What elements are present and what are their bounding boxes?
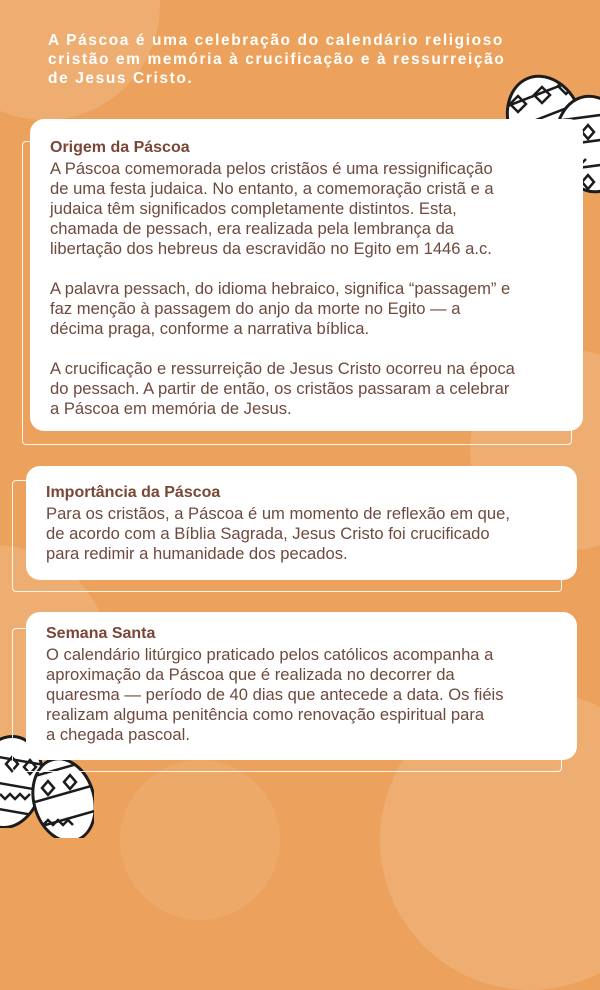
text-line: de uma festa judaica. No entanto, a comemoração cristã e a [50, 179, 494, 198]
text-line: O calendário litúrgico praticado pelos católicos acompanha a [46, 645, 494, 664]
text-line: do pessach. A partir de então, os cristãos passaram a celebrar [50, 379, 510, 398]
intro-line: cristão em memória à crucificação e à ressurreição [48, 51, 506, 68]
section-title: Origem da Páscoa [50, 139, 190, 156]
text-line: aproximação da Páscoa que é realizada no decorrer da [46, 665, 455, 684]
text-line: para redimir a humanidade dos pecados. [46, 544, 348, 563]
section-title: Semana Santa [46, 625, 156, 642]
section-card-semana-santa [26, 612, 577, 760]
section-paragraph [50, 359, 569, 419]
section-paragraph [46, 504, 563, 564]
text-line: de acordo com a Bíblia Sagrada, Jesus Cristo foi crucificado [46, 524, 490, 543]
section-title: Importância da Páscoa [46, 484, 221, 501]
text-line: A Páscoa comemorada pelos cristãos é uma ressignificação [50, 159, 493, 178]
text-line: a Páscoa em memória de Jesus. [50, 399, 292, 418]
section-paragraph [50, 279, 569, 339]
text-line: Para os cristãos, a Páscoa é um momento de reflexão em que, [46, 504, 510, 523]
text-line: faz menção à passagem do anjo da morte no Egito — a [50, 299, 461, 318]
section-card-importancia [26, 466, 577, 580]
text-line: chamada de pessach, era realizada pela lembrança da [50, 219, 455, 238]
text-line: realizam alguma penitência como renovação espiritual para [46, 705, 485, 724]
section-paragraph [46, 645, 563, 745]
text-line: A palavra pessach, do idioma hebraico, significa “passagem” e [50, 279, 511, 298]
intro-text [48, 31, 558, 88]
text-line: judaica têm significados completamente distintos. Esta, [50, 199, 457, 218]
background-circle [120, 760, 280, 920]
text-line: décima praga, conforme a narrativa bíblica. [50, 319, 370, 338]
section-paragraph [50, 159, 569, 259]
text-line: A crucificação e ressurreição de Jesus Cristo ocorreu na época [50, 359, 515, 378]
intro-line: de Jesus Cristo. [48, 70, 194, 87]
text-line: libertação dos hebreus da escravidão no Egito em 1446 a.c. [50, 239, 492, 258]
text-line: a chegada pascoal. [46, 725, 190, 744]
section-card-origem [30, 119, 583, 431]
text-line: quaresma — período de 40 dias que antecede a data. Os fiéis [46, 685, 504, 704]
intro-line: A Páscoa é uma celebração do calendário religioso [48, 32, 505, 49]
